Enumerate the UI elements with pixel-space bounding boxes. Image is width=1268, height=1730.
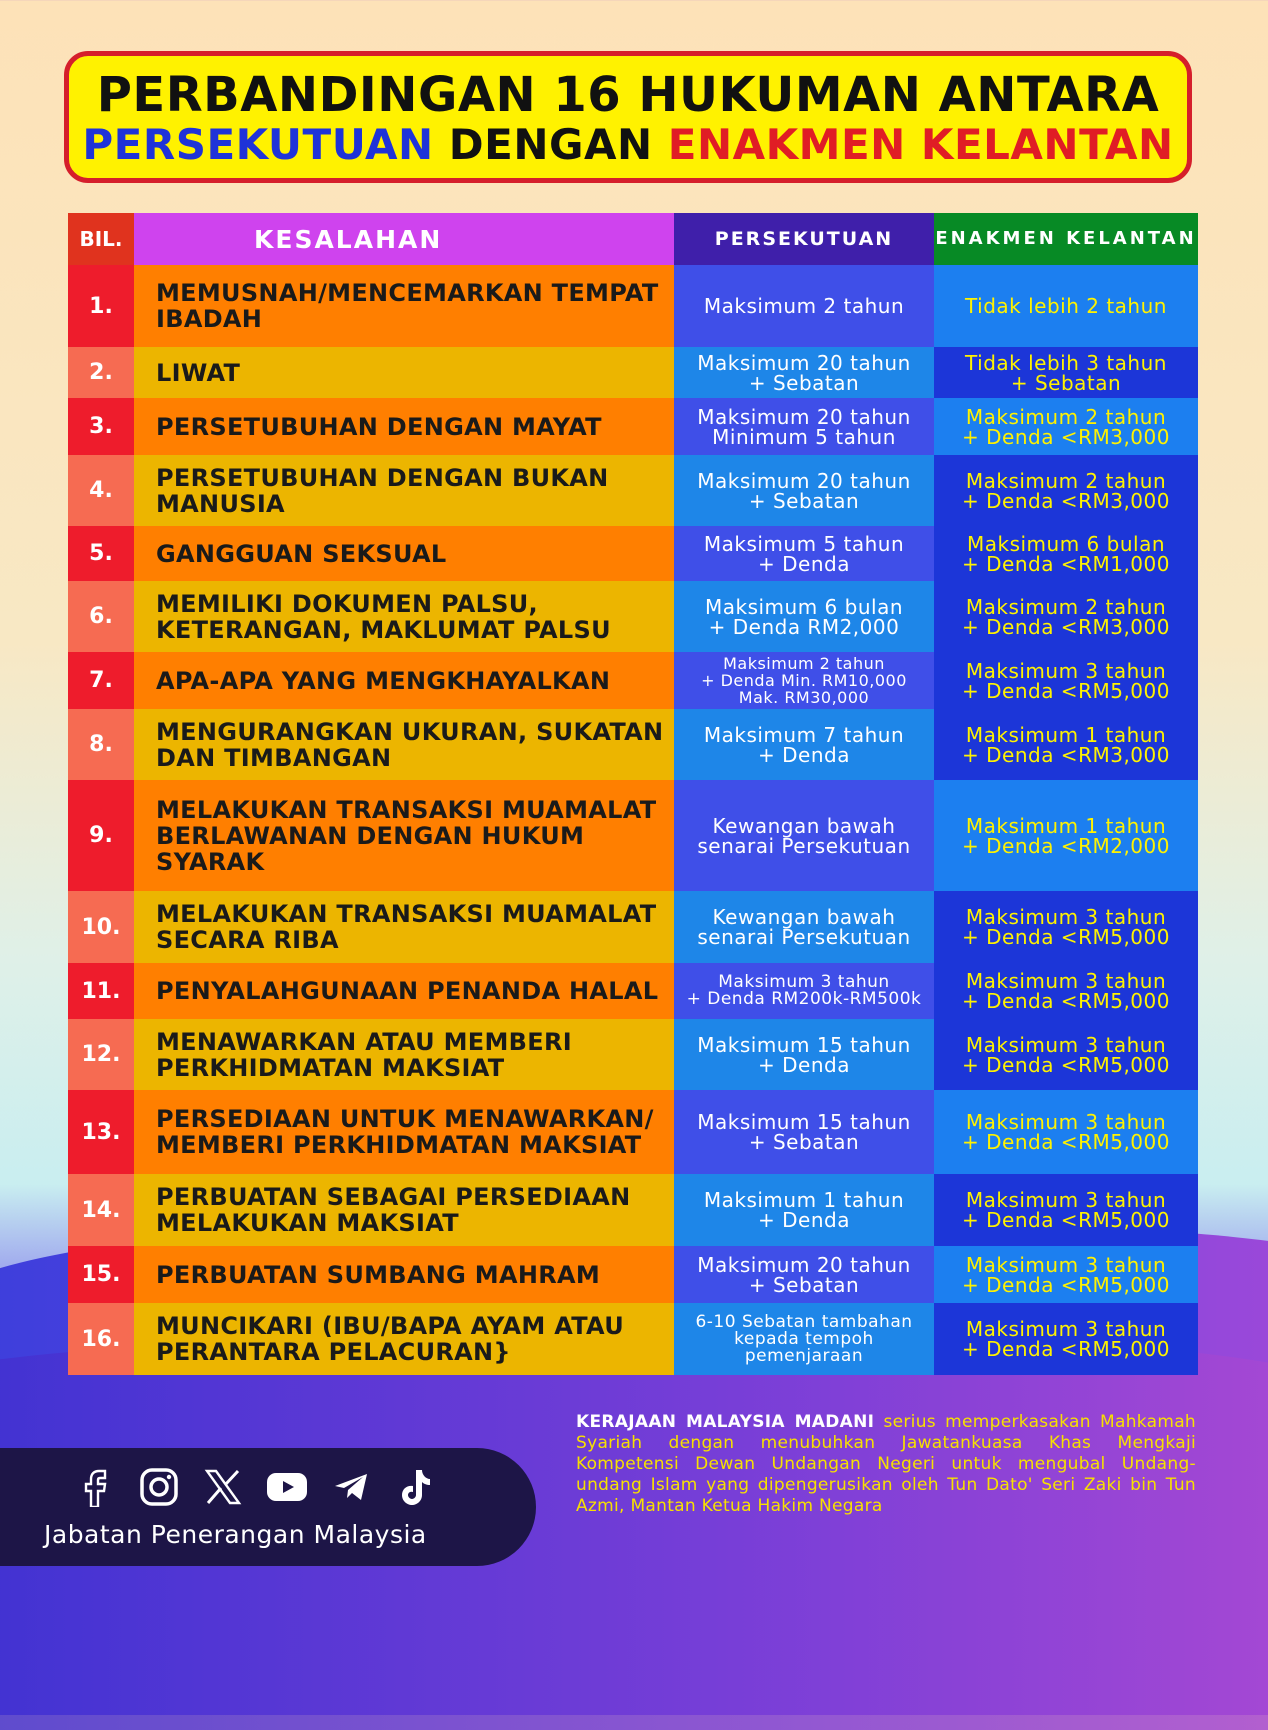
- federal-penalty-cell: Kewangan bawah senarai Persekutuan: [674, 891, 934, 963]
- federal-penalty-cell: Maksimum 3 tahun + Denda RM200k-RM500k: [674, 963, 934, 1019]
- federal-penalty-cell: Maksimum 20 tahun + Sebatan: [674, 455, 934, 526]
- comparison-table: [68, 213, 1198, 1375]
- kelantan-penalty-cell: Maksimum 3 tahun + Denda <RM5,000: [934, 963, 1198, 1019]
- offence-cell: PERBUATAN SUMBANG MAHRAM: [134, 1246, 674, 1303]
- row-number: 12.: [68, 1019, 134, 1090]
- youtube-icon[interactable]: [266, 1466, 308, 1508]
- note-text: serius memperkasakan Mahkamah Syariah dengan menubuhkan Jawatankuasa Khas Mengkaji Kompetensi Dewan Undangan Negeri untuk mengubal Undang-undang Islam yang dipengerusikan oleh Tun Dato' Seri Zaki bin Tun Azmi, Mantan Ketua Hakim Negara: [576, 1412, 1196, 1516]
- kelantan-penalty-cell: Maksimum 1 tahun + Denda <RM3,000: [934, 709, 1198, 780]
- title-line-1: PERBANDINGAN 16 HUKUMAN ANTARA: [96, 67, 1160, 123]
- row-number: 5.: [68, 526, 134, 581]
- table-row: [68, 455, 1198, 526]
- row-number: 6.: [68, 581, 134, 652]
- tiktok-icon[interactable]: [394, 1466, 436, 1508]
- table-row: [68, 1019, 1198, 1090]
- offence-cell: MELAKUKAN TRANSAKSI MUAMALAT BERLAWANAN DENGAN HUKUM SYARAK: [134, 780, 674, 891]
- offence-cell: PENYALAHGUNAAN PENANDA HALAL: [134, 963, 674, 1019]
- offence-cell: PERSEDIAAN UNTUK MENAWARKAN/ MEMBERI PERKHIDMATAN MAKSIAT: [134, 1090, 674, 1174]
- row-number: 15.: [68, 1246, 134, 1303]
- federal-penalty-cell: Maksimum 20 tahun Minimum 5 tahun: [674, 398, 934, 455]
- table-row: [68, 347, 1198, 398]
- offence-cell: MELAKUKAN TRANSAKSI MUAMALAT SECARA RIBA: [134, 891, 674, 963]
- note-bold: KERAJAAN MALAYSIA MADANI: [576, 1412, 875, 1432]
- table-row: [68, 398, 1198, 455]
- offence-cell: PERSETUBUHAN DENGAN MAYAT: [134, 398, 674, 455]
- row-number: 14.: [68, 1174, 134, 1246]
- title-persekutuan: PERSEKUTUAN: [82, 120, 434, 169]
- federal-penalty-cell: Maksimum 15 tahun + Sebatan: [674, 1090, 934, 1174]
- row-number: 4.: [68, 455, 134, 526]
- title-line-2: [69, 120, 1187, 170]
- row-number: 7.: [68, 652, 134, 709]
- kelantan-penalty-cell: Maksimum 3 tahun + Denda <RM5,000: [934, 1174, 1198, 1246]
- table-row: [68, 1246, 1198, 1303]
- offence-cell: GANGGUAN SEKSUAL: [134, 526, 674, 581]
- table-header: [68, 213, 1198, 265]
- kelantan-penalty-cell: Maksimum 3 tahun + Denda <RM5,000: [934, 1303, 1198, 1375]
- federal-penalty-cell: Maksimum 1 tahun + Denda: [674, 1174, 934, 1246]
- offence-cell: PERSETUBUHAN DENGAN BUKAN MANUSIA: [134, 455, 674, 526]
- title-dengan: DENGAN: [448, 120, 653, 169]
- facebook-icon[interactable]: [74, 1466, 116, 1508]
- title-banner: [64, 51, 1192, 183]
- table-row: [68, 780, 1198, 891]
- table-row: [68, 652, 1198, 709]
- kelantan-penalty-cell: Tidak lebih 2 tahun: [934, 265, 1198, 347]
- kelantan-penalty-cell: Maksimum 3 tahun + Denda <RM5,000: [934, 1019, 1198, 1090]
- row-number: 16.: [68, 1303, 134, 1375]
- row-number: 11.: [68, 963, 134, 1019]
- federal-penalty-cell: 6-10 Sebatan tambahan kepada tempoh pemenjaraan: [674, 1303, 934, 1375]
- offence-cell: MEMUSNAH/MENCEMARKAN TEMPAT IBADAH: [134, 265, 674, 347]
- kelantan-penalty-cell: Maksimum 3 tahun + Denda <RM5,000: [934, 652, 1198, 709]
- federal-penalty-cell: Maksimum 5 tahun + Denda: [674, 526, 934, 581]
- table-row: [68, 1174, 1198, 1246]
- table-row: [68, 1303, 1198, 1375]
- footer-note: [576, 1412, 1196, 1517]
- table-row: [68, 891, 1198, 963]
- kelantan-penalty-cell: Maksimum 3 tahun + Denda <RM5,000: [934, 891, 1198, 963]
- table-row: [68, 526, 1198, 581]
- offence-cell: PERBUATAN SEBAGAI PERSEDIAAN MELAKUKAN MAKSIAT: [134, 1174, 674, 1246]
- row-number: 2.: [68, 347, 134, 398]
- table-body: [68, 265, 1198, 1375]
- kelantan-penalty-cell: Maksimum 1 tahun + Denda <RM2,000: [934, 780, 1198, 891]
- federal-penalty-cell: Maksimum 20 tahun + Sebatan: [674, 347, 934, 398]
- federal-penalty-cell: Maksimum 20 tahun + Sebatan: [674, 1246, 934, 1303]
- row-number: 8.: [68, 709, 134, 780]
- header-persekutuan: PERSEKUTUAN: [674, 213, 934, 265]
- offence-cell: LIWAT: [134, 347, 674, 398]
- offence-cell: MENAWARKAN ATAU MEMBERI PERKHIDMATAN MAKSIAT: [134, 1019, 674, 1090]
- title-enakmen: ENAKMEN KELANTAN: [667, 120, 1174, 169]
- table-row: [68, 581, 1198, 652]
- kelantan-penalty-cell: Tidak lebih 3 tahun + Sebatan: [934, 347, 1198, 398]
- federal-penalty-cell: Maksimum 15 tahun + Denda: [674, 1019, 934, 1090]
- offence-cell: MENGURANGKAN UKURAN, SUKATAN DAN TIMBANGAN: [134, 709, 674, 780]
- kelantan-penalty-cell: Maksimum 3 tahun + Denda <RM5,000: [934, 1246, 1198, 1303]
- federal-penalty-cell: Maksimum 2 tahun: [674, 265, 934, 347]
- row-number: 3.: [68, 398, 134, 455]
- header-kesalahan: KESALAHAN: [134, 213, 674, 265]
- header-enakmen: ENAKMEN KELANTAN: [934, 213, 1198, 265]
- kelantan-penalty-cell: Maksimum 2 tahun + Denda <RM3,000: [934, 581, 1198, 652]
- offence-cell: MUNCIKARI (IBU/BAPA AYAM ATAU PERANTARA PELACURAN}: [134, 1303, 674, 1375]
- kelantan-penalty-cell: Maksimum 6 bulan + Denda <RM1,000: [934, 526, 1198, 581]
- table-row: [68, 1090, 1198, 1174]
- row-number: 10.: [68, 891, 134, 963]
- table-row: [68, 963, 1198, 1019]
- federal-penalty-cell: Kewangan bawah senarai Persekutuan: [674, 780, 934, 891]
- header-bil: BIL.: [68, 213, 134, 265]
- agency-name: Jabatan Penerangan Malaysia: [44, 1520, 427, 1549]
- table-row: [68, 265, 1198, 347]
- federal-penalty-cell: Maksimum 6 bulan + Denda RM2,000: [674, 581, 934, 652]
- x-icon[interactable]: [202, 1466, 244, 1508]
- row-number: 1.: [68, 265, 134, 347]
- offence-cell: MEMILIKI DOKUMEN PALSU, KETERANGAN, MAKLUMAT PALSU: [134, 581, 674, 652]
- offence-cell: APA-APA YANG MENGKHAYALKAN: [134, 652, 674, 709]
- kelantan-penalty-cell: Maksimum 2 tahun + Denda <RM3,000: [934, 455, 1198, 526]
- social-icons: [74, 1466, 436, 1508]
- kelantan-penalty-cell: Maksimum 2 tahun + Denda <RM3,000: [934, 398, 1198, 455]
- telegram-icon[interactable]: [330, 1466, 372, 1508]
- federal-penalty-cell: Maksimum 2 tahun + Denda Min. RM10,000 Mak. RM30,000: [674, 652, 934, 709]
- instagram-icon[interactable]: [138, 1466, 180, 1508]
- row-number: 13.: [68, 1090, 134, 1174]
- table-row: [68, 709, 1198, 780]
- federal-penalty-cell: Maksimum 7 tahun + Denda: [674, 709, 934, 780]
- kelantan-penalty-cell: Maksimum 3 tahun + Denda <RM5,000: [934, 1090, 1198, 1174]
- row-number: 9.: [68, 780, 134, 891]
